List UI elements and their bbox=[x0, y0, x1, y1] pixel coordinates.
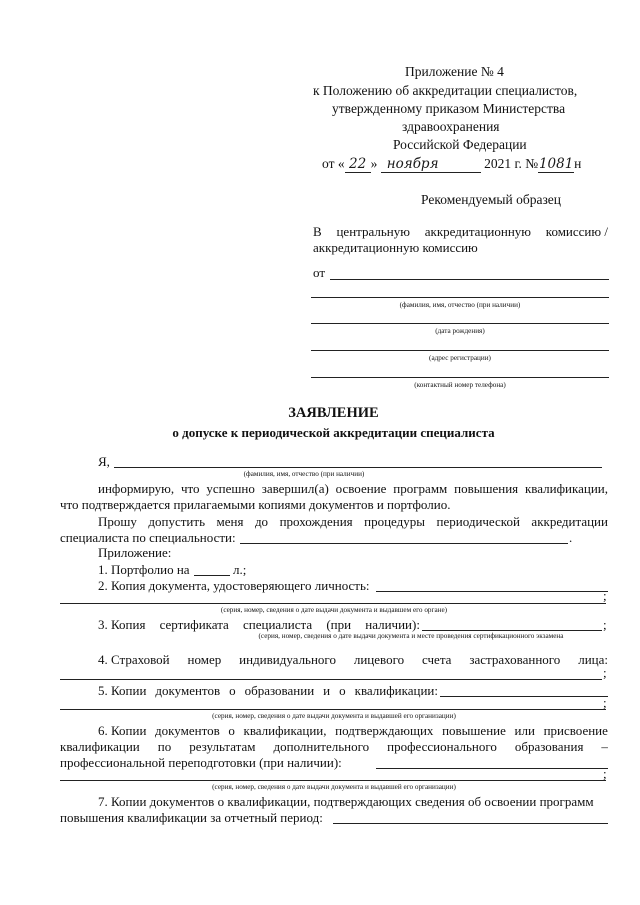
item-5-word: 5. Копии bbox=[98, 683, 147, 698]
inform-word: повышения bbox=[454, 481, 519, 496]
item-3-word: наличии): bbox=[365, 617, 420, 632]
item-7-line-2: повышения квалификации за отчетный период: bbox=[60, 810, 323, 825]
item-6-word: квалификации bbox=[60, 739, 140, 754]
item-6-line-3: профессиональной переподготовки (при наличии): bbox=[60, 755, 342, 770]
item-3-word: 3. Копия bbox=[98, 617, 146, 632]
item-5-word: документов bbox=[155, 683, 221, 698]
date-day: 22 bbox=[345, 156, 371, 173]
document-title: ЗАЯВЛЕНИЕ bbox=[288, 405, 379, 421]
addressee-word: комиссию / bbox=[545, 224, 608, 239]
caption-fio: (фамилия, имя, отчество (при наличии) bbox=[243, 470, 365, 478]
item-6-line-2 bbox=[60, 739, 608, 755]
item-4-line[interactable] bbox=[60, 679, 602, 680]
item-3-line[interactable] bbox=[422, 630, 602, 631]
item-6-word: 6. Копии bbox=[98, 723, 147, 738]
item-6-line-1 bbox=[98, 723, 608, 739]
item-6-word: о bbox=[228, 723, 235, 738]
appendix-number: Приложение № 4 bbox=[405, 64, 504, 79]
item-5-line-1[interactable] bbox=[440, 696, 608, 697]
request-word: Прошу bbox=[98, 514, 137, 529]
request-word: аккредитации bbox=[531, 514, 608, 529]
request-line-1 bbox=[98, 514, 608, 530]
specialty-end: . bbox=[569, 530, 573, 545]
item-6-word: присвоение bbox=[543, 723, 608, 738]
addressee-line-2: аккредитационную комиссию bbox=[313, 240, 478, 255]
item-3-word: специалиста bbox=[243, 617, 313, 632]
item-4-semicolon: ; bbox=[603, 665, 607, 680]
item-5-word: о bbox=[339, 683, 346, 698]
item-6-word: квалификации, bbox=[243, 723, 327, 738]
item-5-label bbox=[98, 683, 438, 699]
caption-phone: (контактный номер телефона) bbox=[414, 381, 506, 389]
addressee-word: центральную bbox=[336, 224, 410, 239]
item-6-word: образования bbox=[514, 739, 584, 754]
item-6-word: результатам bbox=[189, 739, 256, 754]
order-suffix: н bbox=[574, 156, 582, 171]
phone-line[interactable] bbox=[311, 377, 609, 378]
item-2-semicolon: ; bbox=[603, 588, 607, 603]
i-prefix: Я, bbox=[98, 454, 110, 469]
caption-name: (фамилия, имя, отчество (при наличии) bbox=[399, 301, 521, 309]
address-line[interactable] bbox=[311, 350, 609, 351]
document-subtitle: о допуске к периодической аккредитации специалиста bbox=[172, 425, 495, 440]
inform-word: информирую, bbox=[98, 481, 175, 496]
regulation-reference: к Положению об аккредитации специалистов, bbox=[313, 83, 578, 98]
item-2-caption: (серия, номер, сведения о дате выдачи документа и выдавшем его органе) bbox=[220, 606, 448, 614]
inform-word: квалификации, bbox=[524, 481, 608, 496]
item-6-word: или bbox=[514, 723, 535, 738]
inform-word: завершил(а) bbox=[261, 481, 329, 496]
item-3-label bbox=[98, 617, 420, 633]
order-number: 1081 bbox=[538, 156, 574, 172]
item-6-caption: (серия, номер, сведения о дате выдачи документа и выдавшей его организации) bbox=[212, 783, 456, 791]
birth-date-line[interactable] bbox=[311, 323, 609, 324]
inform-line-2: что подтверждается прилагаемыми копиями документов и портфолио. bbox=[60, 497, 451, 512]
attachment-label: Приложение: bbox=[98, 545, 172, 560]
order-reference: утвержденному приказом Министерства bbox=[332, 101, 566, 116]
caption-address: (адрес регистрации) bbox=[429, 354, 491, 362]
item-6-fill-line-1[interactable] bbox=[376, 768, 608, 769]
request-word: допустить bbox=[148, 514, 205, 529]
item-5-word: и bbox=[323, 683, 331, 698]
from-label: от bbox=[313, 265, 326, 280]
item-2-line-2[interactable] bbox=[60, 603, 606, 604]
item-5-word: образовании bbox=[244, 683, 315, 698]
item-1-prefix: 1. Портфолио на bbox=[98, 562, 190, 577]
order-date-row: от « 22 » ноября 2021 г. №1081н bbox=[322, 156, 582, 172]
from-line[interactable] bbox=[330, 279, 609, 280]
item-3-word: (при bbox=[326, 617, 352, 632]
request-word: периодической bbox=[436, 514, 520, 529]
specialty-line[interactable] bbox=[240, 543, 568, 544]
item-2-line-1[interactable] bbox=[376, 591, 608, 592]
specialty-label: специалиста по специальности: bbox=[60, 530, 236, 545]
inform-line-1 bbox=[98, 481, 608, 497]
item-5-caption: (серия, номер, сведения о дате выдачи документа и выдавшей его организации) bbox=[212, 712, 456, 720]
addressee-word: В bbox=[313, 224, 322, 239]
item-4-word: лицевого bbox=[353, 652, 405, 667]
ministry-name: здравоохранения bbox=[402, 119, 500, 134]
item-1-suffix: л.; bbox=[233, 562, 247, 577]
item-5-line-2[interactable] bbox=[60, 709, 606, 710]
item-3-word: сертификата bbox=[159, 617, 229, 632]
item-4-word: номер bbox=[187, 652, 222, 667]
item-7-line-1: 7. Копии документов о квалификации, подтверждающих сведения об освоении программ bbox=[98, 794, 594, 809]
item-4-word: индивидуального bbox=[239, 652, 336, 667]
inform-word: освоение bbox=[335, 481, 387, 496]
item-4-word: счета bbox=[422, 652, 452, 667]
item-2-label: 2. Копия документа, удостоверяющего личность: bbox=[98, 578, 370, 593]
caption-birth-date: (дата рождения) bbox=[435, 327, 485, 335]
item-3-semicolon: ; bbox=[603, 617, 607, 632]
fio-line[interactable] bbox=[114, 467, 602, 468]
item-6-word: профессионального bbox=[387, 739, 497, 754]
inform-word: программ bbox=[393, 481, 448, 496]
item-6-semicolon: ; bbox=[603, 766, 607, 781]
addressee-line-1 bbox=[313, 224, 608, 240]
date-prefix: от « bbox=[322, 156, 345, 171]
federation-name: Российской Федерации bbox=[393, 137, 527, 152]
addressee-word: аккредитационную bbox=[424, 224, 531, 239]
inform-word: успешно bbox=[206, 481, 255, 496]
inform-word: что bbox=[180, 481, 200, 496]
item-4-word: лица: bbox=[578, 652, 608, 667]
request-word: прохождения bbox=[279, 514, 353, 529]
item-5-word: квалификации: bbox=[354, 683, 438, 698]
item-5-word: о bbox=[229, 683, 236, 698]
item-4-word: застрахованного bbox=[469, 652, 561, 667]
item-6-word: подтверждающих bbox=[335, 723, 434, 738]
item-6-word: – bbox=[601, 739, 608, 754]
sample-label: Рекомендуемый образец bbox=[421, 192, 562, 207]
date-year: 2021 г. № bbox=[484, 156, 539, 171]
item-6-fill-line-2[interactable] bbox=[60, 780, 606, 781]
date-month: ноября bbox=[381, 156, 481, 173]
item-3-caption: (серия, номер, сведения о дате выдачи документа и месте проведения сертификационного экзамена bbox=[258, 632, 564, 640]
item-4-label bbox=[98, 652, 608, 668]
request-word: процедуры bbox=[364, 514, 426, 529]
item-6-word: повышение bbox=[442, 723, 506, 738]
item-6-word: дополнительного bbox=[273, 739, 370, 754]
name-line[interactable] bbox=[311, 297, 609, 298]
item-6-word: документов bbox=[155, 723, 220, 738]
portfolio-pages-line[interactable] bbox=[194, 575, 230, 576]
item-5-semicolon: ; bbox=[603, 695, 607, 710]
item-4-word: 4. Страховой bbox=[98, 652, 170, 667]
item-7-fill-line[interactable] bbox=[333, 823, 608, 824]
item-6-word: по bbox=[157, 739, 172, 754]
request-word: меня bbox=[216, 514, 244, 529]
request-word: до bbox=[254, 514, 269, 529]
